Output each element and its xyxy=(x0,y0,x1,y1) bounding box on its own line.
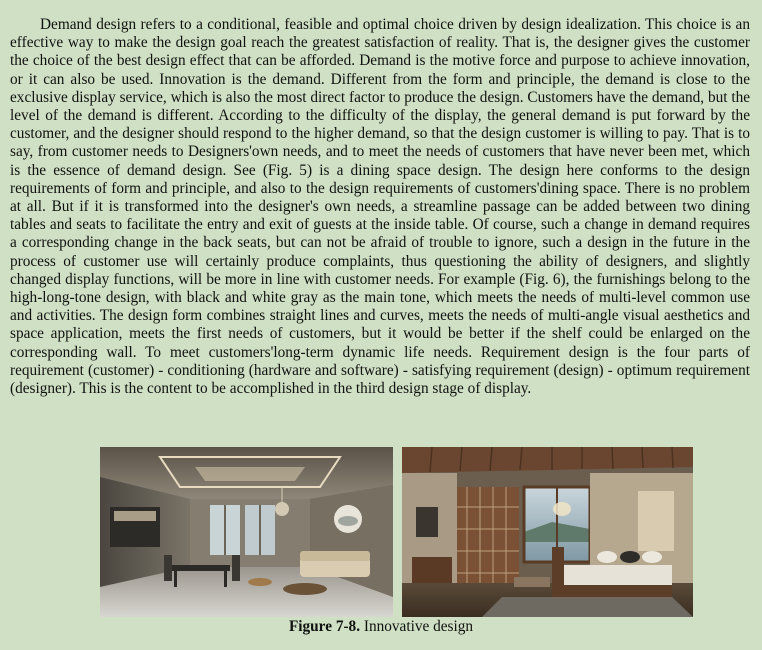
bedroom-illustration xyxy=(402,447,693,617)
figure-caption xyxy=(0,618,762,636)
bedroom-photo xyxy=(402,447,693,617)
living-dining-room-illustration xyxy=(100,447,393,617)
figure-caption-text: Innovative design xyxy=(363,618,474,635)
living-dining-room-photo xyxy=(100,447,393,617)
body-paragraph: Demand design refers to a conditional, feasible and optimal choice driven by design idealization. This choice is an effective way to make the design goal reach the greatest satisfaction of reality. That is, the designer gives the customer the choice of the best design effect that can be afforded. Demand is the motive force and purpose to achieve innovation, or it can also be used. Innovation is the demand. Different from the form and principle, the demand is close to the exclusive display service, which is also the most direct factor to produce the design. Customers have the demand, but the level of the demand is different. According to the difficulty of the display, the general demand is put forward by the customer, and the designer should respond to the higher demand, so that the design customer is willing to pay. That is to say, from customer needs to Designers'own needs, and to meet the needs of customers that have never been met, which is the essence of demand design. See (Fig. 5) is a dining space design. The design here conforms to the design requirements of form and principle, and also to the design requirements of customers'dining space. There is no problem at all. But if it is transformed into the designer's own needs, a streamline passage can be added between two dining tables and seats to facilitate the entry and exit of guests at the inside table. Of course, such a change in demand requires a corresponding change in the back seats, but can not be afraid of trouble to ignore, such a design in the future in the process of customer use will certainly produce complaints, thus questioning the ability of designers, and slightly changed display functions, will be more in line with customer needs. For example (Fig. 6), the furnishings belong to the high-long-tone design, with black and white gray as the main tone, which meets the needs of multi-level common use and activities. The design form combines straight lines and curves, meets the needs of multi-angle visual aesthetics and space application, meets the first needs of customers, but it would be better if the shelf could be enlarged on the corresponding wall. To meet customers'long-term dynamic life needs. Requirement design is the four parts of requirement (customer) - conditioning (hardware and software) - satisfying requirement (design) - optimum requirement (designer). This is the content to be accomplished in the third design stage of display. xyxy=(10,16,751,398)
figure-label: Figure 7-8. xyxy=(288,618,361,635)
